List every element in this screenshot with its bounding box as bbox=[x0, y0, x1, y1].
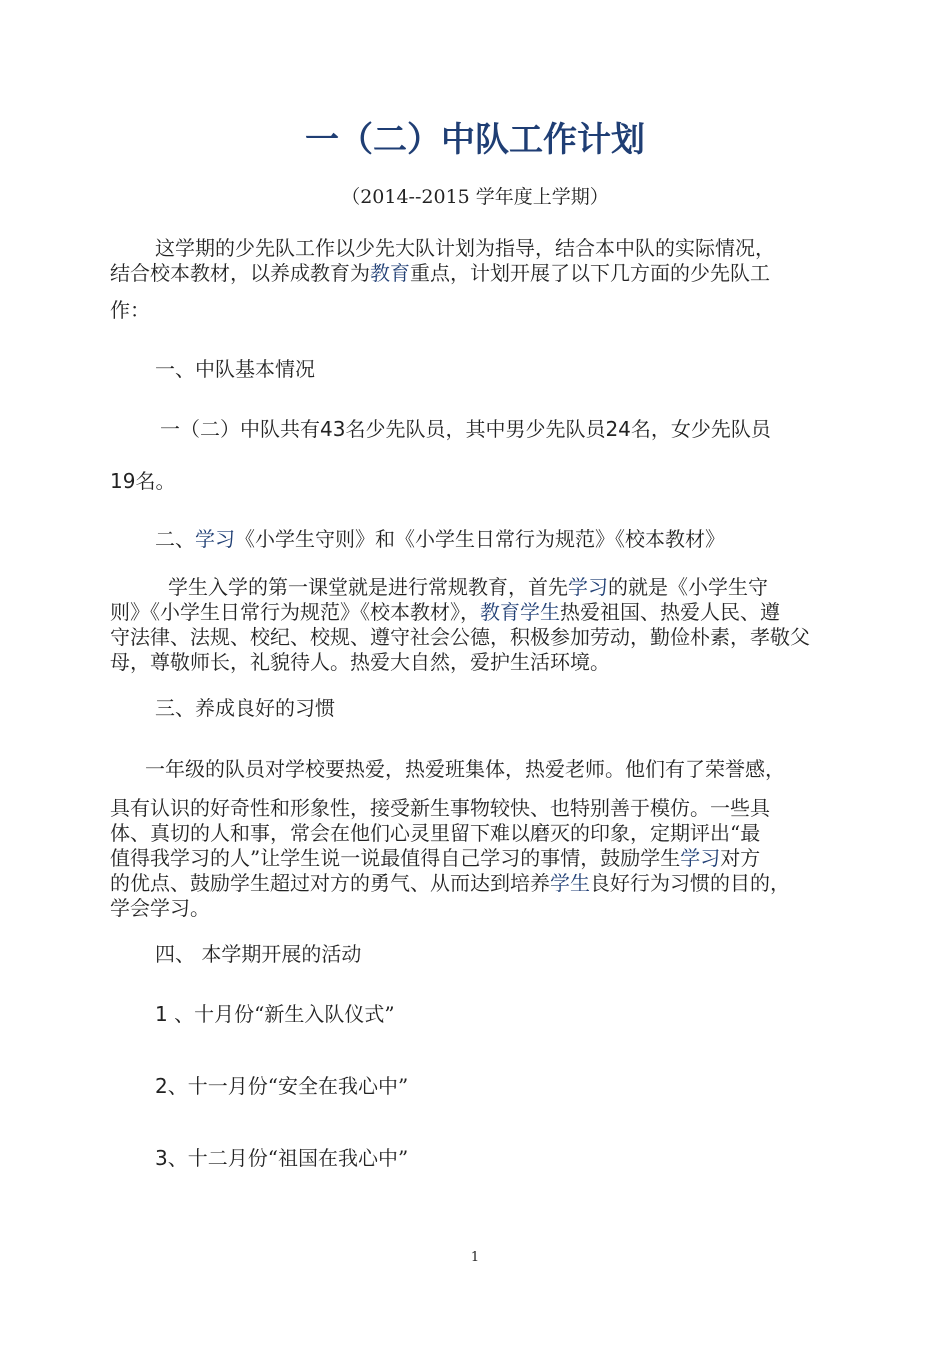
document-subtitle: （2014--2015 学年度上学期） bbox=[341, 186, 609, 208]
section-3-line-5: 的优点、鼓励学生超过对方的勇气、从而达到培养学生良好行为习惯的目的， bbox=[110, 871, 790, 895]
activity-item-2: 2、十一月份“安全在我心中” bbox=[155, 1074, 409, 1098]
link-students[interactable]: 学生 bbox=[550, 871, 590, 895]
section-2-line-4: 母，尊敬师长，礼貌待人。热爱大自然，爱护生活环境。 bbox=[110, 650, 610, 674]
activity-item-3: 3、十二月份“祖国在我心中” bbox=[155, 1146, 409, 1170]
section-3-line-1: 一年级的队员对学校要热爱，热爱班集体，热爱老师。他们有了荣誉感， bbox=[145, 757, 785, 781]
link-education[interactable]: 教育 bbox=[370, 261, 410, 285]
section-3-line-4: 值得我学习的人”让学生说一说最值得自己学习的事情，鼓励学生学习对方 bbox=[110, 846, 761, 870]
section-4-heading: 四、 本学期开展的活动 bbox=[155, 942, 362, 966]
intro-line-1: 这学期的少先队工作以少先大队计划为指导，结合本中队的实际情况， bbox=[155, 236, 775, 260]
section-2-heading: 二、学习《小学生守则》和《小学生日常行为规范》《校本教材》 bbox=[155, 527, 725, 551]
intro-line-3: 作： bbox=[110, 298, 150, 322]
document-title: 一（二）中队工作计划 bbox=[305, 120, 645, 160]
link-study[interactable]: 学习 bbox=[195, 527, 235, 551]
page-number: 1 bbox=[470, 1250, 480, 1265]
section-3-line-6: 学会学习。 bbox=[110, 896, 210, 920]
section-1-heading: 一、中队基本情况 bbox=[155, 357, 315, 381]
activity-item-1: 1 、十月份“新生入队仪式” bbox=[155, 1002, 395, 1026]
section-3-heading: 三、养成良好的习惯 bbox=[155, 696, 335, 720]
section-1-text-line-2: 19名。 bbox=[110, 469, 176, 493]
section-3-line-2: 具有认识的好奇性和形象性，接受新生事物较快、也特别善于模仿。一些具 bbox=[110, 796, 770, 820]
link-educate-students[interactable]: 教育学生 bbox=[480, 600, 560, 624]
section-3-line-3: 体、真切的人和事，常会在他们心灵里留下难以磨灭的印象，定期评出“最 bbox=[110, 821, 761, 845]
link-study-2[interactable]: 学习 bbox=[568, 575, 608, 599]
section-2-line-2: 则》《小学生日常行为规范》《校本教材》，教育学生热爱祖国、热爱人民、遵 bbox=[110, 600, 780, 624]
section-2-line-3: 守法律、法规、校纪、校规、遵守社会公德，积极参加劳动，勤俭朴素，孝敬父 bbox=[110, 625, 810, 649]
section-2-line-1: 学生入学的第一课堂就是进行常规教育，首先学习的就是《小学生守 bbox=[168, 575, 768, 599]
section-1-text-line-1: 一（二）中队共有43名少先队员，其中男少先队员24名，女少先队员 bbox=[160, 417, 771, 441]
intro-line-2: 结合校本教材，以养成教育为教育重点，计划开展了以下几方面的少先队工 bbox=[110, 261, 770, 285]
link-study-3[interactable]: 学习 bbox=[680, 846, 721, 870]
